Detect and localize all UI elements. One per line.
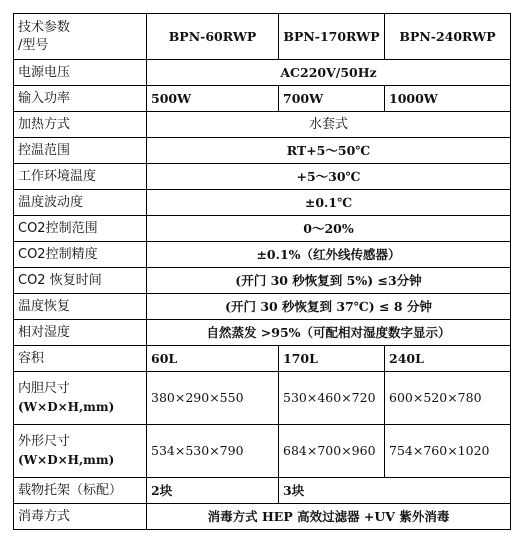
temp-range-value: RT+5～50℃: [147, 138, 511, 164]
input-power-row: [14, 86, 511, 112]
disinfection-value: 消毒方式 HEP 高效过滤器 +UV 紫外消毒: [147, 504, 511, 530]
input-power-170: 700W: [279, 86, 385, 112]
model-240: BPN-240RWP: [385, 14, 511, 60]
ambient-temp-value: +5～30℃: [147, 164, 511, 190]
power-supply-row: [14, 60, 511, 86]
humidity-value: 自然蒸发 >95%（可配相对湿度数字显示）: [147, 320, 511, 346]
inner-size-240: 600×520×780: [385, 372, 511, 425]
outer-size-240: 754×760×1020: [385, 425, 511, 478]
shelves-row: [14, 478, 511, 504]
outer-size-label-line2: (W×D×H,mm): [18, 452, 115, 467]
humidity-label: 相对湿度: [14, 320, 147, 346]
shelves-label: 载物托架（标配）: [14, 478, 147, 504]
input-power-60: 500W: [147, 86, 279, 112]
outer-size-row: [14, 425, 511, 478]
shelves-60: 2块: [147, 478, 279, 504]
inner-size-60: 380×290×550: [147, 372, 279, 425]
spec-table-container: [13, 13, 511, 530]
shelves-170-240: 3块: [279, 478, 511, 504]
input-power-240: 1000W: [385, 86, 511, 112]
humidity-row: [14, 320, 511, 346]
header-label-line2: /型号: [18, 37, 49, 53]
volume-170: 170L: [279, 346, 385, 372]
outer-size-170: 684×700×960: [279, 425, 385, 478]
heating-method-row: [14, 112, 511, 138]
temp-fluctuation-row: [14, 190, 511, 216]
temp-recovery-label: 温度恢复: [14, 294, 147, 320]
temp-recovery-row: [14, 294, 511, 320]
model-170: BPN-170RWP: [279, 14, 385, 60]
co2-accuracy-value: ±0.1%（红外线传感器）: [147, 242, 511, 268]
co2-recovery-label: CO2 恢复时间: [14, 268, 147, 294]
co2-recovery-row: [14, 268, 511, 294]
header-row: [14, 14, 511, 60]
ambient-temp-row: [14, 164, 511, 190]
volume-label: 容积: [14, 346, 147, 372]
volume-60: 60L: [147, 346, 279, 372]
temp-range-row: [14, 138, 511, 164]
disinfection-label: 消毒方式: [14, 504, 147, 530]
co2-accuracy-row: [14, 242, 511, 268]
inner-size-row: [14, 372, 511, 425]
co2-recovery-value: (开门 30 秒恢复到 5%) ≤3分钟: [147, 268, 511, 294]
inner-size-label-line1: 内胆尺寸: [18, 380, 71, 396]
power-supply-value: AC220V/50Hz: [147, 60, 511, 86]
co2-accuracy-label: CO2控制精度: [14, 242, 147, 268]
co2-range-value: 0～20%: [147, 216, 511, 242]
temp-range-label: 控温范围: [14, 138, 147, 164]
inner-size-170: 530×460×720: [279, 372, 385, 425]
co2-range-label: CO2控制范围: [14, 216, 147, 242]
header-label-line1: 技术参数: [18, 19, 71, 35]
outer-size-60: 534×530×790: [147, 425, 279, 478]
temp-recovery-value: (开门 30 秒恢复到 37℃) ≤ 8 分钟: [147, 294, 511, 320]
input-power-label: 输入功率: [14, 86, 147, 112]
power-supply-label: 电源电压: [14, 60, 147, 86]
heating-method-label: 加热方式: [14, 112, 147, 138]
inner-size-label: [14, 372, 147, 425]
spec-table: [13, 13, 511, 530]
temp-fluctuation-value: ±0.1℃: [147, 190, 511, 216]
heating-method-value: 水套式: [147, 112, 511, 138]
outer-size-label-line1: 外形尺寸: [18, 433, 71, 449]
temp-fluctuation-label: 温度波动度: [14, 190, 147, 216]
co2-range-row: [14, 216, 511, 242]
model-60: BPN-60RWP: [147, 14, 279, 60]
volume-row: [14, 346, 511, 372]
inner-size-label-line2: (W×D×H,mm): [18, 399, 115, 414]
header-label-cell: [14, 14, 147, 60]
disinfection-row: [14, 504, 511, 530]
volume-240: 240L: [385, 346, 511, 372]
outer-size-label: [14, 425, 147, 478]
ambient-temp-label: 工作环境温度: [14, 164, 147, 190]
